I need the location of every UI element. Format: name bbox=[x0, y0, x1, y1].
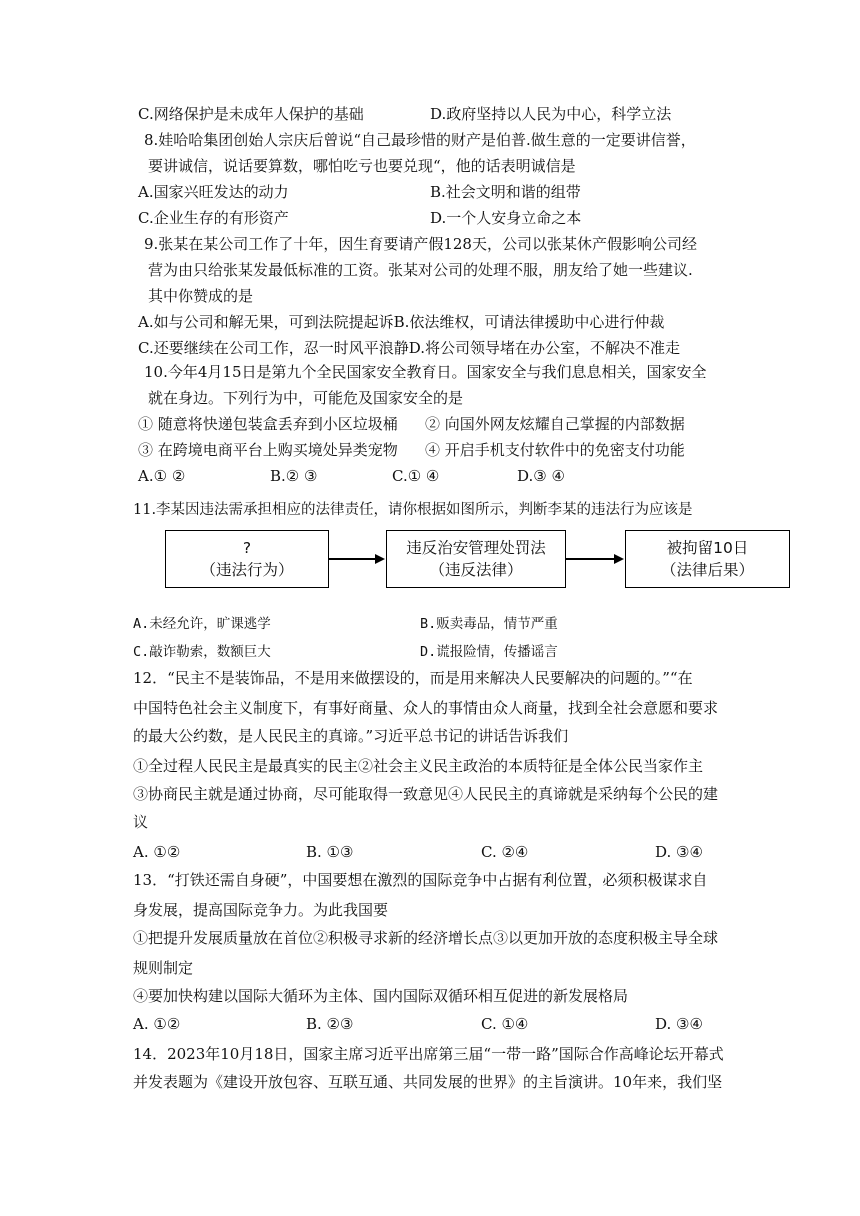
diagram-box3-line2: （法律后果） bbox=[660, 561, 754, 579]
q13-items-line2: 规则制定 bbox=[133, 959, 194, 977]
diagram-box1-line2: （违法行为） bbox=[200, 561, 294, 579]
q8-option-b: B.社会文明和谐的组带 bbox=[430, 183, 581, 201]
q10-item-1: ① 随意将快递包装盒丢弃到小区垃圾桶 bbox=[138, 415, 398, 433]
q11-stem: 11.李某因违法需承担相应的法律责任，请你根据如图所示，判断李某的违法行为应该是 bbox=[133, 502, 693, 518]
q12-option-c: C. ②④ bbox=[481, 843, 529, 861]
q10-option-a: A.① ② bbox=[138, 467, 186, 485]
q13-stem-line1: 13．“打铁还需自身硬”，中国要想在激烈的国际竞争中占据有利位置，必须积极谋求自 bbox=[133, 871, 708, 889]
q14-stem-line1: 14．2023年10月18日，国家主席习近平出席第三届“一带一路”国际合作高峰论坛开幕式 bbox=[133, 1045, 724, 1063]
q8-stem-line2: 要讲诚信，说话要算数，哪怕吃亏也要兑现“，他的话表明诚信是 bbox=[148, 157, 576, 175]
diagram-box-illegal-act bbox=[165, 530, 329, 588]
diagram-box-violated-law bbox=[386, 530, 566, 588]
diagram-arrow-2 bbox=[566, 558, 614, 560]
diagram-box-legal-consequence bbox=[625, 530, 790, 588]
q9-stem-line2: 营为由只给张某发最低标准的工资。张某对公司的处理不服，朋友给了她一些建议. bbox=[148, 261, 693, 279]
q11-option-c: C.敲诈勒索，数额巨大 bbox=[133, 644, 271, 660]
q8-option-c: C.企业生存的有形资产 bbox=[138, 209, 289, 227]
q12-items-line3: 议 bbox=[133, 813, 149, 831]
diagram-box2-line2: （违反法律） bbox=[429, 561, 523, 579]
q9-options-ab: A.如与公司和解无果，可到法院提起诉B.依法维权，可请法律援助中心进行仲裁 bbox=[138, 313, 665, 331]
q8-stem-line1: 8.娃哈哈集团创始人宗庆后曾说“自己最珍惜的财产是伯普.做生意的一定要讲信誉， bbox=[144, 131, 696, 149]
q10-item-2: ② 向国外网友炫耀自己掌握的内部数据 bbox=[425, 415, 685, 433]
q13-option-b: B. ②③ bbox=[306, 1015, 354, 1033]
diagram-arrow-1 bbox=[329, 558, 375, 560]
diagram-arrowhead-2 bbox=[614, 554, 624, 564]
q14-stem-line2: 并发表题为《建设开放包容、互联互通、共同发展的世界》的主旨演讲。10年来，我们坚 bbox=[133, 1073, 723, 1091]
q12-option-b: B. ①③ bbox=[306, 843, 354, 861]
q12-items-line2: ③协商民主就是通过协商，尽可能取得一致意见④人民民主的真谛就是采纳每个公民的建 bbox=[133, 785, 719, 803]
q13-items-line1: ①把提升发展质量放在首位②积极寻求新的经济增长点③以更加开放的态度积极主导全球 bbox=[133, 929, 719, 947]
q7-option-d: D.政府坚持以人民为中心，科学立法 bbox=[430, 105, 672, 123]
q10-option-c: C.① ④ bbox=[392, 467, 440, 485]
q10-stem-line1: 10.今年4月15日是第九个全民国家安全教育日。国家安全与我们息息相关，国家安全 bbox=[144, 363, 707, 381]
q9-stem-line3: 其中你赞成的是 bbox=[148, 287, 254, 305]
q13-option-c: C. ①④ bbox=[481, 1015, 529, 1033]
q12-stem-line3: 的最大公约数，是人民民主的真谛。”习近平总书记的讲话告诉我们 bbox=[133, 727, 569, 745]
diagram-box2-line1: 违反治安管理处罚法 bbox=[406, 539, 546, 557]
q11-option-b: B.贩卖毒品，情节严重 bbox=[420, 616, 558, 632]
q12-option-d: D. ③④ bbox=[655, 843, 703, 861]
q10-item-4: ④ 开启手机支付软件中的免密支付功能 bbox=[425, 441, 685, 459]
q13-option-a: A. ①② bbox=[133, 1015, 181, 1033]
q12-stem-line1: 12．“民主不是装饰品，不是用来做摆设的，而是用来解决人民要解决的问题的。”“在 bbox=[133, 669, 693, 687]
q11-option-d: D.谎报险情，传播谣言 bbox=[420, 644, 558, 660]
diagram-box1-line1: ? bbox=[242, 539, 252, 557]
q13-option-d: D. ③④ bbox=[655, 1015, 703, 1033]
q8-option-a: A.国家兴旺发达的动力 bbox=[138, 183, 289, 201]
diagram-box3-line1: 被拘留10日 bbox=[666, 539, 749, 557]
q10-option-b: B.② ③ bbox=[270, 467, 318, 485]
q9-stem-line1: 9.张某在某公司工作了十年，因生育要请产假128天，公司以张某休产假影响公司经 bbox=[144, 235, 697, 253]
q12-items-line1: ①全过程人民民主是最真实的民主②社会主义民主政治的本质特征是全体公民当家作主 bbox=[133, 757, 704, 775]
q9-options-cd: C.还要继续在公司工作，忍一时风平浪静D.将公司领导堵在办公室，不解决不准走 bbox=[138, 339, 680, 357]
q13-stem-line2: 身发展，提高国际竞争力。为此我国要 bbox=[133, 901, 389, 919]
q12-stem-line2: 中国特色社会主义制度下，有事好商量、众人的事情由众人商量，找到全社会意愿和要求 bbox=[133, 699, 719, 717]
diagram-arrowhead-1 bbox=[375, 554, 385, 564]
q10-option-d: D.③ ④ bbox=[517, 467, 565, 485]
q12-option-a: A. ①② bbox=[133, 843, 181, 861]
q10-item-3: ③ 在跨境电商平台上购买境处异类宠物 bbox=[138, 441, 398, 459]
q13-items-line3: ④要加快构建以国际大循环为主体、国内国际双循环相互促进的新发展格局 bbox=[133, 987, 629, 1005]
q7-option-c: C.网络保护是未成年人保护的基础 bbox=[138, 105, 364, 123]
q8-option-d: D.一个人安身立命之本 bbox=[430, 209, 582, 227]
q11-option-a: A.未经允许，旷课逃学 bbox=[133, 616, 271, 632]
q10-stem-line2: 就在身边。下列行为中，可能危及国家安全的是 bbox=[148, 389, 464, 407]
